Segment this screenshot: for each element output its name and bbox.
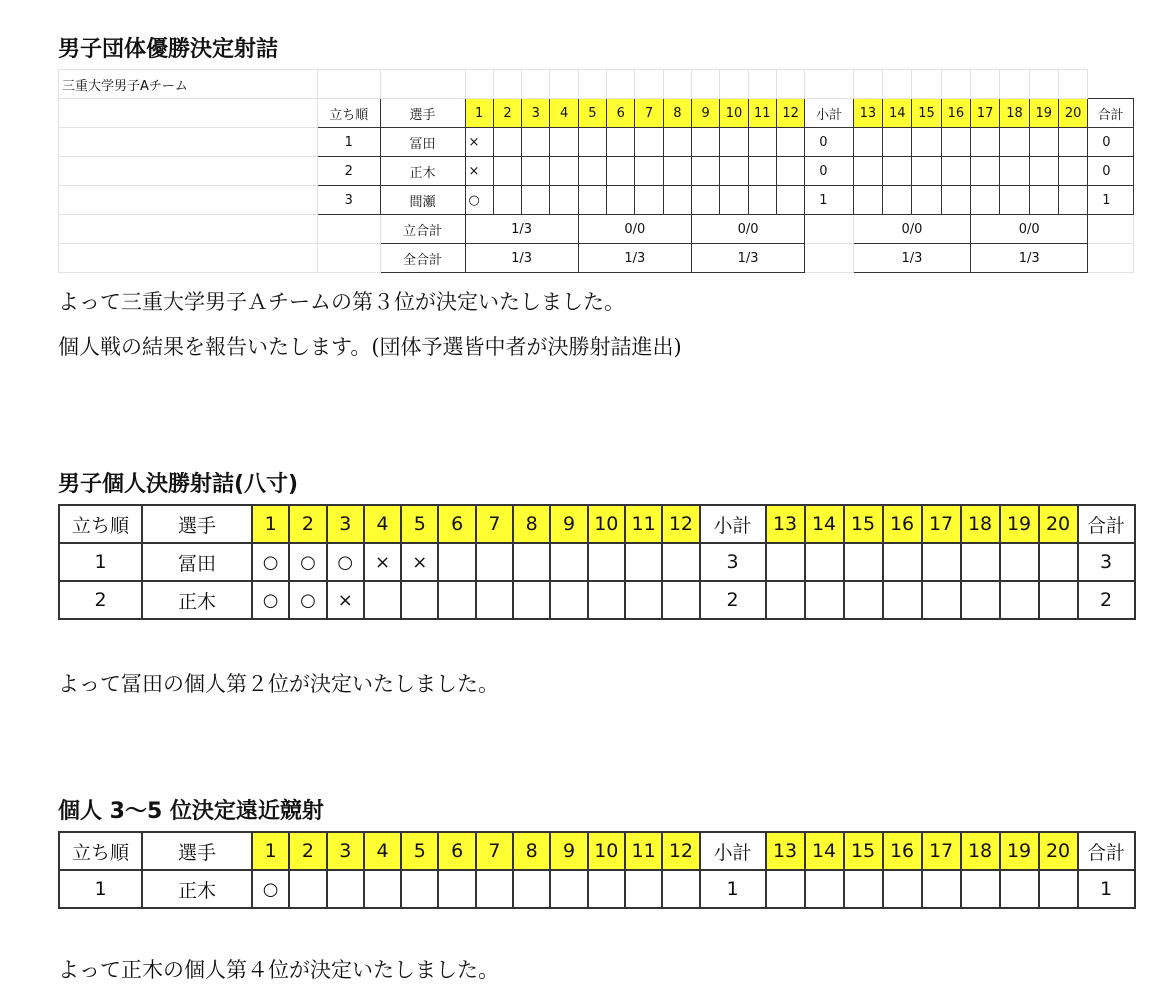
empty-cell xyxy=(465,70,493,99)
header-cell: 2 xyxy=(289,832,326,870)
header-cell: 20 xyxy=(1039,832,1078,870)
shot-mark-cell: ○ xyxy=(289,581,326,619)
empty-cell xyxy=(59,244,318,273)
shot-mark-cell xyxy=(513,581,550,619)
header-cell: 19 xyxy=(1000,832,1039,870)
team-header-row xyxy=(59,99,1134,128)
empty-cell xyxy=(59,215,318,244)
shot-mark-cell xyxy=(922,581,961,619)
shot-mark-cell xyxy=(883,157,912,186)
ranking-section-title: 個人 3～5 位決定遠近競射 xyxy=(58,799,324,824)
header-cell: 14 xyxy=(883,99,912,128)
shot-mark-cell: ○ xyxy=(252,870,289,908)
header-cell: 9 xyxy=(550,505,587,543)
group-total-cell: 1/3 xyxy=(578,244,691,273)
shot-mark-cell xyxy=(766,543,805,581)
shot-mark-cell: ○ xyxy=(465,186,493,215)
shot-mark-cell xyxy=(1029,157,1058,186)
shot-mark-cell xyxy=(438,870,475,908)
empty-cell xyxy=(748,70,776,99)
empty-cell xyxy=(59,157,318,186)
empty-cell xyxy=(59,128,318,157)
header-cell: 4 xyxy=(550,99,578,128)
group-total-cell: 1/3 xyxy=(465,215,578,244)
team-result-text: よって三重大学男子Ａチームの第３位が決定いたしました。 xyxy=(58,290,625,314)
group-total-cell: 0/0 xyxy=(578,215,691,244)
shot-mark-cell xyxy=(607,157,635,186)
shot-mark-cell xyxy=(1029,186,1058,215)
shot-mark-cell xyxy=(607,128,635,157)
header-cell: 3 xyxy=(522,99,550,128)
empty-cell xyxy=(635,70,663,99)
header-cell: 立ち順 xyxy=(317,99,380,128)
player-name-cell: 正木 xyxy=(142,581,252,619)
header-cell: 13 xyxy=(766,832,805,870)
group-total-cell: 1/3 xyxy=(692,244,805,273)
header-cell: 14 xyxy=(805,832,844,870)
shot-mark-cell xyxy=(922,870,961,908)
empty-cell xyxy=(692,70,720,99)
header-cell: 小計 xyxy=(700,832,766,870)
empty-cell xyxy=(522,70,550,99)
header-cell: 合計 xyxy=(1078,832,1135,870)
subtotal-cell: 0 xyxy=(805,128,854,157)
shot-mark-cell xyxy=(401,870,438,908)
empty-cell xyxy=(776,70,804,99)
shot-mark-cell xyxy=(1000,870,1039,908)
shot-mark-cell xyxy=(912,157,941,186)
shot-mark-cell xyxy=(476,870,513,908)
shot-mark-cell xyxy=(401,581,438,619)
header-cell: 合計 xyxy=(1078,505,1135,543)
shot-mark-cell: ○ xyxy=(252,581,289,619)
header-cell: 17 xyxy=(922,505,961,543)
empty-cell xyxy=(1058,70,1087,99)
shot-mark-cell xyxy=(662,581,699,619)
order-cell: 2 xyxy=(59,581,142,619)
header-cell: 15 xyxy=(844,832,883,870)
header-cell: 10 xyxy=(588,832,625,870)
shot-mark-cell: × xyxy=(327,581,364,619)
shot-mark-cell xyxy=(438,581,475,619)
shot-mark-cell xyxy=(476,581,513,619)
shot-mark-cell xyxy=(766,581,805,619)
shot-mark-cell xyxy=(912,128,941,157)
header-cell: 5 xyxy=(401,832,438,870)
stand-total-row xyxy=(59,215,1134,244)
header-cell: 13 xyxy=(853,99,882,128)
shot-mark-cell xyxy=(550,543,587,581)
player-row xyxy=(59,543,1135,581)
shot-mark-cell xyxy=(883,128,912,157)
shot-mark-cell xyxy=(588,543,625,581)
subtotal-cell: 1 xyxy=(805,186,854,215)
header-cell: 6 xyxy=(438,832,475,870)
shot-mark-cell xyxy=(776,186,804,215)
shot-mark-cell xyxy=(1029,128,1058,157)
shot-mark-cell xyxy=(961,543,1000,581)
header-cell: 10 xyxy=(588,505,625,543)
shot-mark-cell: × xyxy=(401,543,438,581)
header-cell: 17 xyxy=(922,832,961,870)
shot-mark-cell xyxy=(588,870,625,908)
shot-mark-cell xyxy=(692,128,720,157)
header-cell: 6 xyxy=(438,505,475,543)
shot-mark-cell xyxy=(720,186,748,215)
empty-cell xyxy=(805,244,854,273)
shot-mark-cell xyxy=(578,186,606,215)
shot-mark-cell xyxy=(493,128,521,157)
order-cell: 1 xyxy=(317,128,380,157)
shot-mark-cell: × xyxy=(465,128,493,157)
shot-mark-cell xyxy=(883,186,912,215)
shot-mark-cell xyxy=(922,543,961,581)
header-cell: 19 xyxy=(1029,99,1058,128)
player-row xyxy=(59,186,1134,215)
shot-mark-cell xyxy=(522,186,550,215)
header-cell: 19 xyxy=(1000,505,1039,543)
header-cell: 5 xyxy=(578,99,606,128)
shot-mark-cell xyxy=(1000,186,1029,215)
shot-mark-cell xyxy=(1039,870,1078,908)
shot-mark-cell xyxy=(883,543,922,581)
ranking-score-table xyxy=(58,831,1136,909)
group-total-cell: 1/3 xyxy=(971,244,1088,273)
shot-mark-cell xyxy=(663,128,691,157)
header-cell: 1 xyxy=(252,832,289,870)
player-row xyxy=(59,128,1134,157)
shot-mark-cell xyxy=(776,157,804,186)
header-cell: 7 xyxy=(635,99,663,128)
shot-mark-cell xyxy=(1058,157,1087,186)
shot-mark-cell xyxy=(364,581,401,619)
header-cell: 14 xyxy=(805,505,844,543)
header-cell: 7 xyxy=(476,832,513,870)
shot-mark-cell xyxy=(493,157,521,186)
header-cell: 2 xyxy=(289,505,326,543)
shot-mark-cell xyxy=(971,128,1000,157)
team-section-title: 男子団体優勝決定射詰 xyxy=(58,37,279,62)
empty-cell xyxy=(663,70,691,99)
player-name-cell: 冨田 xyxy=(380,128,465,157)
header-cell: 2 xyxy=(493,99,521,128)
empty-cell xyxy=(941,70,970,99)
shot-mark-cell xyxy=(1039,543,1078,581)
shot-mark-cell xyxy=(844,543,883,581)
header-cell: 8 xyxy=(513,832,550,870)
group-total-cell: 1/3 xyxy=(853,244,970,273)
shot-mark-cell xyxy=(550,186,578,215)
group-total-cell: 0/0 xyxy=(692,215,805,244)
shot-mark-cell xyxy=(912,186,941,215)
shot-mark-cell xyxy=(844,870,883,908)
shot-mark-cell xyxy=(1058,186,1087,215)
header-cell: 選手 xyxy=(142,832,252,870)
shot-mark-cell xyxy=(522,128,550,157)
shot-mark-cell xyxy=(766,870,805,908)
empty-cell xyxy=(883,70,912,99)
header-cell: 10 xyxy=(720,99,748,128)
header-cell: 6 xyxy=(607,99,635,128)
shot-mark-cell xyxy=(625,581,662,619)
team-name-row xyxy=(59,70,1134,99)
shot-mark-cell xyxy=(635,157,663,186)
header-cell: 18 xyxy=(961,832,1000,870)
shot-mark-cell xyxy=(748,186,776,215)
shot-mark-cell xyxy=(662,870,699,908)
player-name-cell: 冨田 xyxy=(142,543,252,581)
header-cell: 17 xyxy=(971,99,1000,128)
header-cell: 9 xyxy=(692,99,720,128)
shot-mark-cell xyxy=(588,581,625,619)
header-cell: 選手 xyxy=(142,505,252,543)
final-result-text: よって冨田の個人第２位が決定いたしました。 xyxy=(58,672,499,696)
header-cell: 8 xyxy=(663,99,691,128)
empty-cell xyxy=(578,70,606,99)
shot-mark-cell xyxy=(853,186,882,215)
header-row xyxy=(59,832,1135,870)
shot-mark-cell xyxy=(607,186,635,215)
total-label-cell: 全合計 xyxy=(380,244,465,273)
shot-mark-cell xyxy=(961,870,1000,908)
empty-cell xyxy=(971,70,1000,99)
shot-mark-cell: ○ xyxy=(252,543,289,581)
shot-mark-cell xyxy=(578,128,606,157)
team-name-cell: 三重大学男子Aチーム xyxy=(59,70,318,99)
total-cell: 3 xyxy=(1078,543,1135,581)
player-name-cell: 正木 xyxy=(380,157,465,186)
player-name-cell: 正木 xyxy=(142,870,252,908)
header-cell: 1 xyxy=(252,505,289,543)
empty-cell xyxy=(317,215,380,244)
shot-mark-cell xyxy=(1000,543,1039,581)
header-cell: 11 xyxy=(625,832,662,870)
shot-mark-cell xyxy=(720,157,748,186)
empty-cell xyxy=(59,186,318,215)
group-total-cell: 0/0 xyxy=(853,215,970,244)
header-cell: 16 xyxy=(883,505,922,543)
group-total-cell: 1/3 xyxy=(465,244,578,273)
shot-mark-cell xyxy=(748,128,776,157)
shot-mark-cell xyxy=(550,128,578,157)
header-cell: 1 xyxy=(465,99,493,128)
shot-mark-cell xyxy=(364,870,401,908)
group-total-cell: 0/0 xyxy=(971,215,1088,244)
shot-mark-cell: × xyxy=(465,157,493,186)
shot-mark-cell xyxy=(805,543,844,581)
shot-mark-cell xyxy=(692,157,720,186)
team-score-table xyxy=(58,69,1134,273)
empty-cell xyxy=(607,70,635,99)
shot-mark-cell xyxy=(625,870,662,908)
shot-mark-cell xyxy=(438,543,475,581)
shot-mark-cell xyxy=(663,186,691,215)
shot-mark-cell xyxy=(853,128,882,157)
subtotal-cell: 0 xyxy=(805,157,854,186)
header-cell: 小計 xyxy=(700,505,766,543)
header-cell: 立ち順 xyxy=(59,832,142,870)
header-cell: 選手 xyxy=(380,99,465,128)
shot-mark-cell xyxy=(522,157,550,186)
shot-mark-cell xyxy=(941,128,970,157)
shot-mark-cell xyxy=(805,581,844,619)
shot-mark-cell xyxy=(1058,128,1087,157)
shot-mark-cell xyxy=(776,128,804,157)
player-row xyxy=(59,870,1135,908)
shot-mark-cell: ○ xyxy=(327,543,364,581)
shot-mark-cell xyxy=(635,186,663,215)
header-cell: 18 xyxy=(961,505,1000,543)
total-cell: 1 xyxy=(1088,186,1134,215)
shot-mark-cell xyxy=(513,870,550,908)
shot-mark-cell xyxy=(578,157,606,186)
shot-mark-cell xyxy=(662,543,699,581)
shot-mark-cell xyxy=(1000,128,1029,157)
shot-mark-cell xyxy=(550,870,587,908)
order-cell: 1 xyxy=(59,870,142,908)
order-cell: 3 xyxy=(317,186,380,215)
player-row xyxy=(59,581,1135,619)
header-cell: 20 xyxy=(1039,505,1078,543)
empty-cell xyxy=(805,70,854,99)
empty-cell xyxy=(1088,215,1134,244)
shot-mark-cell xyxy=(1000,581,1039,619)
empty-cell xyxy=(1000,70,1029,99)
shot-mark-cell: × xyxy=(364,543,401,581)
order-cell: 2 xyxy=(317,157,380,186)
total-cell: 1 xyxy=(1078,870,1135,908)
shot-mark-cell xyxy=(1000,157,1029,186)
header-cell: 12 xyxy=(662,832,699,870)
shot-mark-cell xyxy=(550,581,587,619)
header-cell: 12 xyxy=(776,99,804,128)
header-cell: 9 xyxy=(550,832,587,870)
player-row xyxy=(59,157,1134,186)
header-cell: 20 xyxy=(1058,99,1087,128)
header-cell: 12 xyxy=(662,505,699,543)
header-cell: 立ち順 xyxy=(59,505,142,543)
shot-mark-cell xyxy=(720,128,748,157)
shot-mark-cell xyxy=(748,157,776,186)
header-cell: 15 xyxy=(844,505,883,543)
shot-mark-cell xyxy=(550,157,578,186)
total-label-cell: 立合計 xyxy=(380,215,465,244)
shot-mark-cell xyxy=(1039,581,1078,619)
header-cell: 16 xyxy=(883,832,922,870)
shot-mark-cell xyxy=(327,870,364,908)
final-section-title: 男子個人決勝射詰(八寸) xyxy=(58,472,299,497)
empty-cell xyxy=(1088,244,1134,273)
shot-mark-cell xyxy=(883,581,922,619)
shot-mark-cell xyxy=(853,157,882,186)
empty-cell xyxy=(853,70,882,99)
shot-mark-cell xyxy=(692,186,720,215)
shot-mark-cell xyxy=(635,128,663,157)
empty-cell xyxy=(805,215,854,244)
header-cell: 11 xyxy=(748,99,776,128)
empty-cell xyxy=(550,70,578,99)
shot-mark-cell xyxy=(971,186,1000,215)
shot-mark-cell xyxy=(883,870,922,908)
shot-mark-cell xyxy=(476,543,513,581)
header-cell: 4 xyxy=(364,505,401,543)
empty-cell xyxy=(380,70,465,99)
header-cell: 8 xyxy=(513,505,550,543)
header-row xyxy=(59,505,1135,543)
individual-intro-text: 個人戦の結果を報告いたします。(団体予選皆中者が決勝射詰進出) xyxy=(58,335,682,359)
header-cell: 18 xyxy=(1000,99,1029,128)
header-cell: 11 xyxy=(625,505,662,543)
grand-total-row xyxy=(59,244,1134,273)
empty-cell xyxy=(317,70,380,99)
order-cell: 1 xyxy=(59,543,142,581)
shot-mark-cell xyxy=(941,186,970,215)
total-cell: 2 xyxy=(1078,581,1135,619)
shot-mark-cell xyxy=(663,157,691,186)
final-score-table xyxy=(58,504,1136,620)
player-name-cell: 間瀬 xyxy=(380,186,465,215)
subtotal-cell: 2 xyxy=(700,581,766,619)
empty-cell xyxy=(317,244,380,273)
shot-mark-cell xyxy=(844,581,883,619)
empty-cell xyxy=(1029,70,1058,99)
header-cell: 4 xyxy=(364,832,401,870)
header-cell: 小計 xyxy=(805,99,854,128)
shot-mark-cell: ○ xyxy=(289,543,326,581)
shot-mark-cell xyxy=(971,157,1000,186)
header-cell: 5 xyxy=(401,505,438,543)
header-cell: 16 xyxy=(941,99,970,128)
shot-mark-cell xyxy=(513,543,550,581)
header-cell: 15 xyxy=(912,99,941,128)
empty-cell xyxy=(59,99,318,128)
header-cell: 合計 xyxy=(1088,99,1134,128)
subtotal-cell: 3 xyxy=(700,543,766,581)
empty-cell xyxy=(912,70,941,99)
header-cell: 7 xyxy=(476,505,513,543)
ranking-result-text: よって正木の個人第４位が決定いたしました。 xyxy=(58,958,499,982)
empty-cell xyxy=(493,70,521,99)
shot-mark-cell xyxy=(289,870,326,908)
total-cell: 0 xyxy=(1088,128,1134,157)
shot-mark-cell xyxy=(805,870,844,908)
total-cell: 0 xyxy=(1088,157,1134,186)
shot-mark-cell xyxy=(961,581,1000,619)
header-cell: 3 xyxy=(327,505,364,543)
subtotal-cell: 1 xyxy=(700,870,766,908)
shot-mark-cell xyxy=(625,543,662,581)
shot-mark-cell xyxy=(941,157,970,186)
empty-cell xyxy=(720,70,748,99)
header-cell: 3 xyxy=(327,832,364,870)
shot-mark-cell xyxy=(493,186,521,215)
header-cell: 13 xyxy=(766,505,805,543)
